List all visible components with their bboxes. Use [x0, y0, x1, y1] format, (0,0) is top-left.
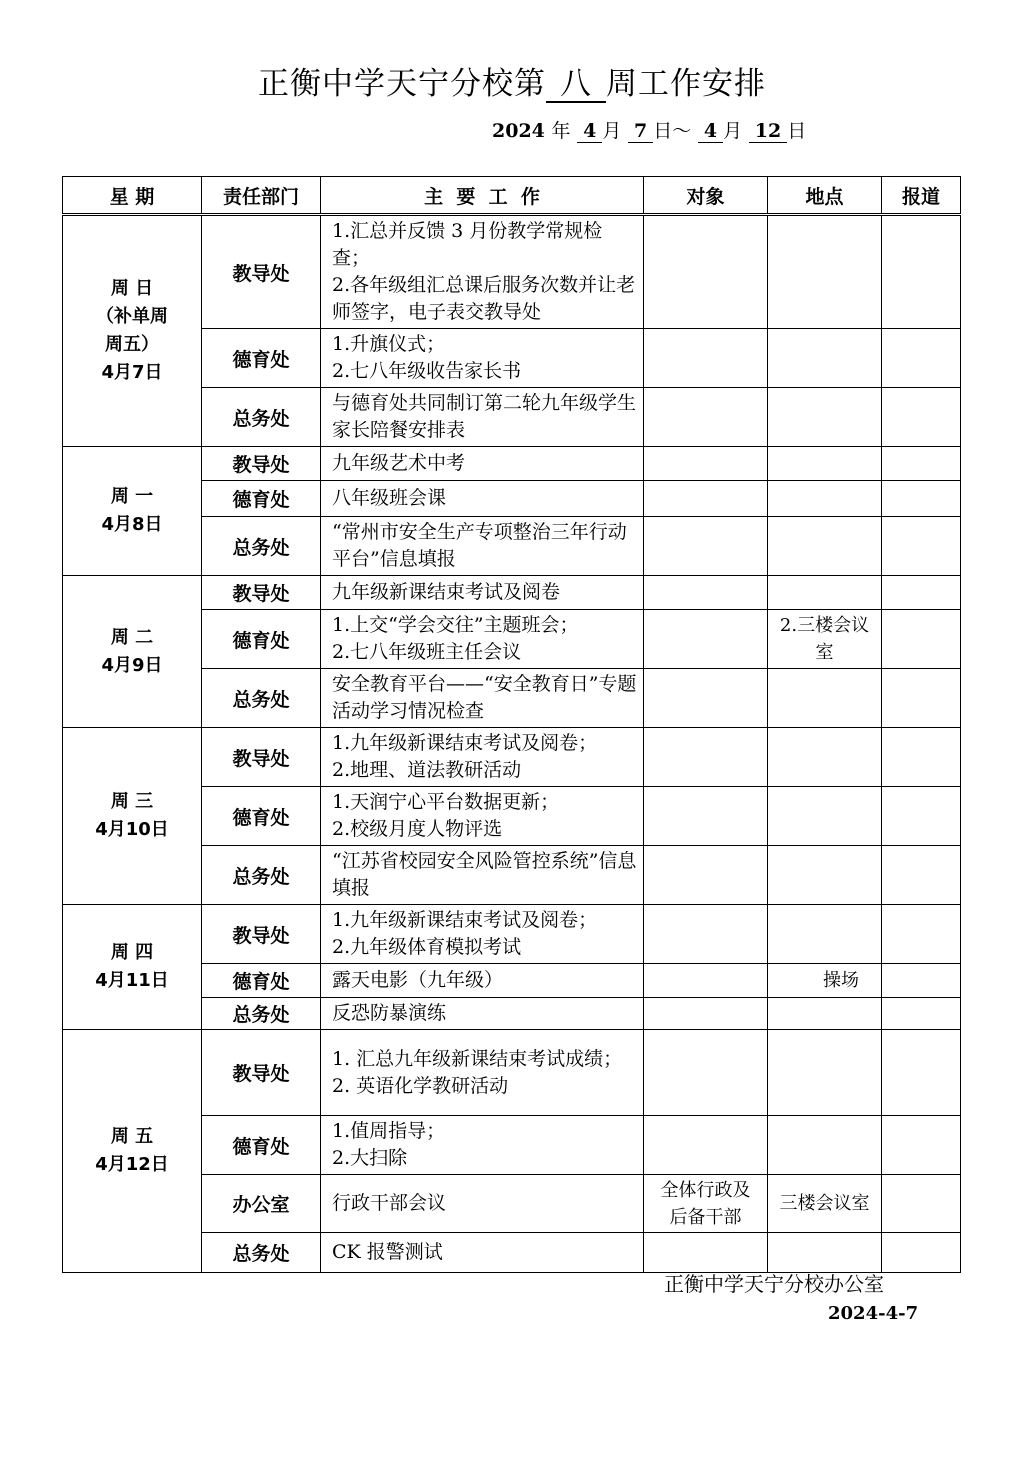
target-cell: [644, 481, 768, 517]
schedule-body: [63, 215, 961, 1273]
work-item: 1.天润宁心平台数据更新；: [332, 791, 560, 813]
work-item: 2.七八年级班主任会议: [332, 641, 522, 663]
work-item: 1.九年级新课结束考试及阅卷；: [332, 909, 598, 931]
report-cell: [882, 787, 961, 846]
work-item: 1. 汇总九年级新课结束考试成绩；: [332, 1047, 623, 1070]
footer-date: 2024-4-7: [828, 1303, 919, 1324]
year: 2024: [492, 120, 545, 142]
header-day: 星 期: [63, 177, 202, 215]
target-cell: [644, 329, 768, 388]
month-unit: 月: [602, 120, 622, 142]
dept-cell: 总务处: [202, 388, 321, 447]
work-item: CK 报警测试: [332, 1241, 443, 1263]
work-cell: [321, 1175, 644, 1233]
target-cell: [644, 669, 768, 728]
report-cell: [882, 481, 961, 517]
report-cell: [882, 998, 961, 1030]
page-title: [0, 58, 1024, 103]
dept-cell: 教导处: [202, 905, 321, 964]
dept-cell: 办公室: [202, 1175, 321, 1233]
place-cell: [768, 329, 882, 388]
work-item: 2.地理、道法教研活动: [332, 759, 522, 781]
dept-cell: 德育处: [202, 787, 321, 846]
work-cell: [321, 964, 644, 998]
work-item: 2.大扫除: [332, 1147, 408, 1169]
schedule-row: [63, 576, 961, 610]
target-cell: [644, 728, 768, 787]
place-cell: [768, 1030, 882, 1116]
target-cell: [644, 1233, 768, 1273]
day-cell: [63, 728, 202, 905]
end-day: 12: [749, 120, 787, 143]
target-cell: [644, 215, 768, 329]
work-cell: [321, 610, 644, 669]
date-range: [492, 116, 806, 143]
end-month: 4: [698, 120, 723, 143]
work-cell: [321, 329, 644, 388]
work-item: 反恐防暴演练: [332, 1002, 447, 1024]
place-cell: [768, 576, 882, 610]
dept-cell: 德育处: [202, 610, 321, 669]
dept-cell: 教导处: [202, 576, 321, 610]
work-item: 八年级班会课: [332, 487, 447, 509]
header-work: 主 要 工 作: [321, 177, 644, 215]
report-cell: [882, 1116, 961, 1175]
place-cell: 三楼会议室: [768, 1175, 882, 1233]
day-unit: 日: [787, 120, 807, 142]
target-cell: [644, 846, 768, 905]
report-cell: [882, 610, 961, 669]
dept-cell: 教导处: [202, 1030, 321, 1116]
footer-org: 正衡中学天宁分校办公室: [664, 1272, 884, 1296]
schedule-row: [63, 447, 961, 481]
year-unit: 年: [551, 120, 571, 142]
day-label-line: 周 一: [110, 486, 154, 507]
start-day: 7: [628, 120, 653, 143]
day-unit-tilde: 日～: [653, 120, 692, 142]
dept-cell: 教导处: [202, 447, 321, 481]
day-cell: [63, 1030, 202, 1273]
dept-cell: 德育处: [202, 329, 321, 388]
report-cell: [882, 215, 961, 329]
target-cell: [644, 388, 768, 447]
report-cell: [882, 517, 961, 576]
work-item: 1.值周指导；: [332, 1120, 446, 1142]
week-number: 八: [546, 67, 606, 103]
place-cell: [768, 787, 882, 846]
place-cell: [768, 669, 882, 728]
place-cell: [768, 388, 882, 447]
place-cell: [768, 215, 882, 329]
day-label-line: 4月7日: [101, 362, 163, 383]
work-item: “江苏省校园安全风险管控系统”信息填报: [332, 850, 637, 899]
place-cell: [768, 846, 882, 905]
schedule-row: [63, 1030, 961, 1116]
day-label-line: 4月8日: [101, 514, 163, 535]
place-cell: [768, 447, 882, 481]
work-cell: [321, 905, 644, 964]
target-cell: [644, 905, 768, 964]
day-label-line: 4月11日: [95, 970, 169, 991]
work-item: 1.上交“学会交往”主题班会；: [332, 614, 579, 636]
place-cell: [768, 905, 882, 964]
target-cell: [644, 1030, 768, 1116]
work-cell: [321, 447, 644, 481]
work-item: 露天电影（九年级）: [332, 969, 504, 991]
work-cell: [321, 728, 644, 787]
target-cell: [644, 787, 768, 846]
target-cell: [644, 964, 768, 998]
day-label-line: （补单周: [96, 306, 168, 327]
header-report: 报道: [882, 177, 961, 215]
day-cell: [63, 215, 202, 447]
schedule-row: [63, 215, 961, 329]
work-cell: [321, 215, 644, 329]
target-cell: [644, 1116, 768, 1175]
target-cell: [644, 447, 768, 481]
schedule-row: [63, 728, 961, 787]
work-cell: [321, 998, 644, 1030]
report-cell: [882, 728, 961, 787]
report-cell: [882, 905, 961, 964]
work-cell: [321, 576, 644, 610]
report-cell: [882, 447, 961, 481]
work-item: 与德育处共同制订第二轮九年级学生家长陪餐安排表: [332, 392, 637, 441]
target-cell: [644, 610, 768, 669]
day-label-line: 周 五: [110, 1126, 154, 1147]
work-cell: [321, 388, 644, 447]
day-label-line: 周 日: [110, 278, 154, 299]
work-cell: [321, 669, 644, 728]
target-cell: [644, 998, 768, 1030]
work-cell: [321, 1233, 644, 1273]
place-cell: [768, 998, 882, 1030]
target-cell: [644, 517, 768, 576]
dept-cell: 总务处: [202, 998, 321, 1030]
day-label-line: 4月12日: [95, 1154, 169, 1175]
report-cell: [882, 576, 961, 610]
work-cell: [321, 1116, 644, 1175]
report-cell: [882, 1030, 961, 1116]
dept-cell: 总务处: [202, 846, 321, 905]
place-cell: [768, 728, 882, 787]
work-item: 安全教育平台——“安全教育日”专题活动学习情况检查: [332, 673, 637, 722]
day-cell: [63, 905, 202, 1030]
report-cell: [882, 846, 961, 905]
dept-cell: 德育处: [202, 1116, 321, 1175]
day-label-line: 4月10日: [95, 819, 169, 840]
work-item: 2. 英语化学教研活动: [332, 1074, 509, 1097]
report-cell: [882, 1175, 961, 1233]
work-item: 九年级新课结束考试及阅卷: [332, 581, 561, 603]
dept-cell: 教导处: [202, 728, 321, 787]
day-label-line: 4月9日: [101, 654, 163, 676]
work-cell: [321, 517, 644, 576]
schedule-table: [62, 176, 961, 1273]
dept-cell: 总务处: [202, 669, 321, 728]
work-item: 2.校级月度人物评选: [332, 818, 503, 840]
header-target: 对象: [644, 177, 768, 215]
month-unit: 月: [723, 120, 743, 142]
place-cell: 2.三楼会议室: [768, 610, 882, 669]
header-row: [63, 177, 961, 215]
report-cell: [882, 329, 961, 388]
work-cell: [321, 1030, 644, 1116]
work-item: 2.七八年级收告家长书: [332, 360, 522, 382]
target-cell: [644, 576, 768, 610]
schedule-row: [63, 905, 961, 964]
work-item: 行政干部会议: [332, 1192, 447, 1214]
report-cell: [882, 1233, 961, 1273]
work-cell: [321, 787, 644, 846]
report-cell: [882, 388, 961, 447]
place-cell: [768, 1233, 882, 1273]
work-cell: [321, 481, 644, 517]
work-item: “常州市安全生产专项整治三年行动平台”信息填报: [332, 521, 627, 570]
work-item: 2.九年级体育模拟考试: [332, 936, 522, 958]
day-label-line: 周五）: [105, 334, 159, 355]
dept-cell: 德育处: [202, 964, 321, 998]
place-cell: [768, 517, 882, 576]
day-label-line: 周 二: [110, 626, 154, 648]
dept-cell: 总务处: [202, 517, 321, 576]
title-prefix: 正衡中学天宁分校第: [258, 66, 546, 102]
place-cell: 操场: [768, 964, 882, 998]
place-cell: [768, 1116, 882, 1175]
work-item: 1.九年级新课结束考试及阅卷；: [332, 732, 598, 754]
work-item: 九年级艺术中考: [332, 452, 466, 474]
title-suffix: 周工作安排: [606, 66, 766, 102]
dept-cell: 教导处: [202, 215, 321, 329]
place-cell: [768, 481, 882, 517]
work-item: 2.各年级组汇总课后服务次数并让老师签字，电子表交教导处: [332, 274, 636, 323]
report-cell: [882, 669, 961, 728]
target-cell: 全体行政及后备干部: [644, 1175, 768, 1233]
dept-cell: 总务处: [202, 1233, 321, 1273]
header-dept: 责任部门: [202, 177, 321, 215]
start-month: 4: [577, 120, 602, 143]
dept-cell: 德育处: [202, 481, 321, 517]
day-cell: [63, 576, 202, 728]
work-item: 1.汇总并反馈 3 月份教学常规检查；: [332, 220, 603, 269]
work-cell: [321, 846, 644, 905]
header-place: 地点: [768, 177, 882, 215]
report-cell: [882, 964, 961, 998]
work-item: 1.升旗仪式；: [332, 333, 446, 355]
day-cell: [63, 447, 202, 576]
day-label-line: 周 四: [110, 942, 154, 963]
day-label-line: 周 三: [110, 791, 154, 812]
